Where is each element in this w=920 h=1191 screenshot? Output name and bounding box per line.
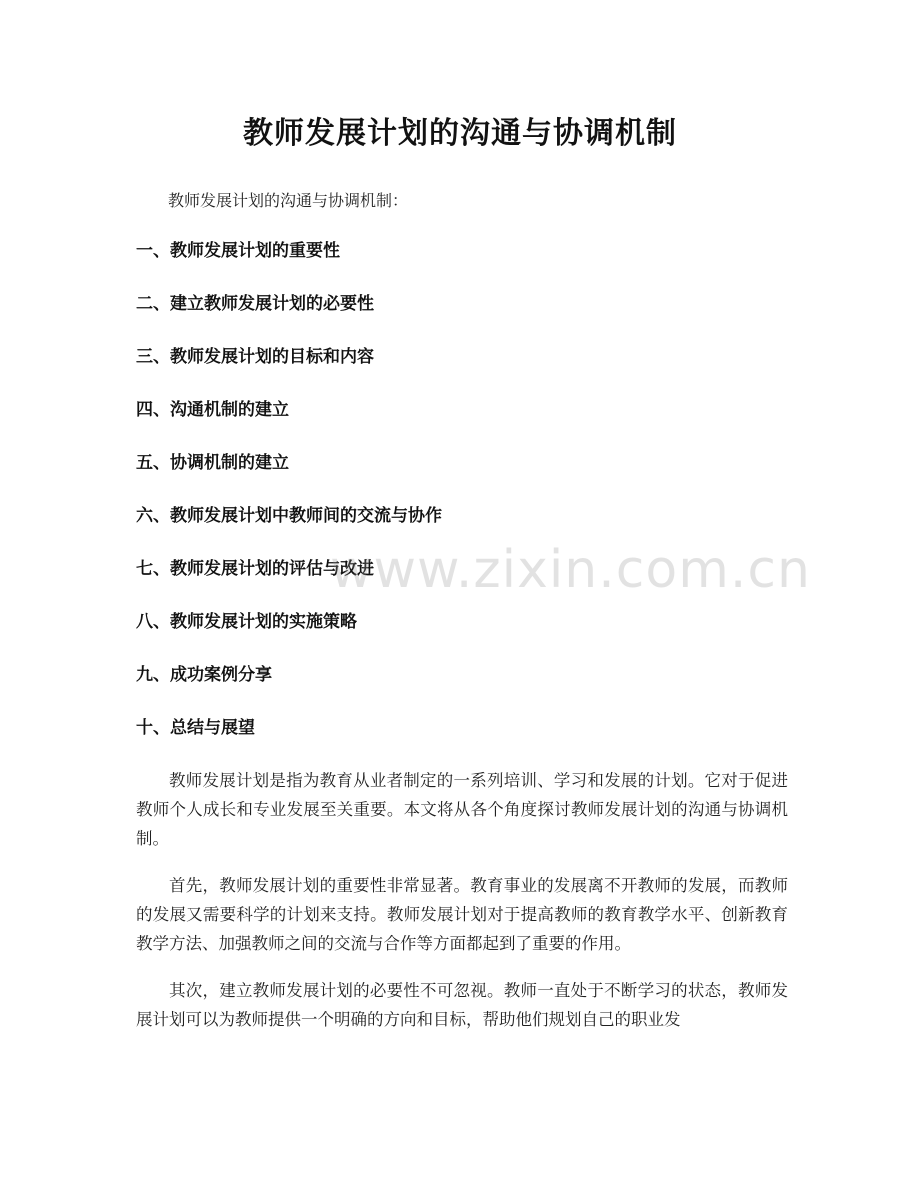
body-paragraph: 教师发展计划是指为教育从业者制定的一系列培训、学习和发展的计划。它对于促进教师个人成长和专业发展至关重要。本文将从各个角度探讨教师发展计划的沟通与协调机制。 bbox=[136, 771, 788, 848]
toc-item: 八、教师发展计划的实施策略 bbox=[136, 612, 357, 632]
toc-item: 七、教师发展计划的评估与改进 bbox=[136, 559, 374, 579]
toc-item: 五、协调机制的建立 bbox=[136, 453, 289, 473]
table-of-contents bbox=[136, 238, 796, 768]
toc-item: 一、教师发展计划的重要性 bbox=[136, 241, 340, 261]
body-paragraph: 首先，教师发展计划的重要性非常显著。教育事业的发展离不开教师的发展，而教师的发展又需要科学的计划来支持。教师发展计划对于提高教师的教育教学水平、创新教育教学方法、加强教师之间的交流与合作等方面都起到了重要的作用。 bbox=[136, 876, 788, 953]
document-title: 教师发展计划的沟通与协调机制 bbox=[243, 116, 677, 151]
watermark: www.zixin.com.cn bbox=[330, 540, 811, 600]
intro-line: 教师发展计划的沟通与协调机制： bbox=[168, 191, 409, 210]
toc-item: 二、建立教师发展计划的必要性 bbox=[136, 294, 374, 314]
body-text bbox=[136, 766, 788, 1052]
toc-item: 九、成功案例分享 bbox=[136, 665, 272, 685]
toc-item: 六、教师发展计划中教师间的交流与协作 bbox=[136, 506, 442, 526]
toc-item: 三、教师发展计划的目标和内容 bbox=[136, 347, 374, 367]
toc-item: 四、沟通机制的建立 bbox=[136, 400, 289, 420]
toc-item: 十、总结与展望 bbox=[136, 718, 255, 738]
body-paragraph: 其次，建立教师发展计划的必要性不可忽视。教师一直处于不断学习的状态，教师发展计划可以为教师提供一个明确的方向和目标，帮助他们规划自己的职业发 bbox=[136, 981, 788, 1029]
